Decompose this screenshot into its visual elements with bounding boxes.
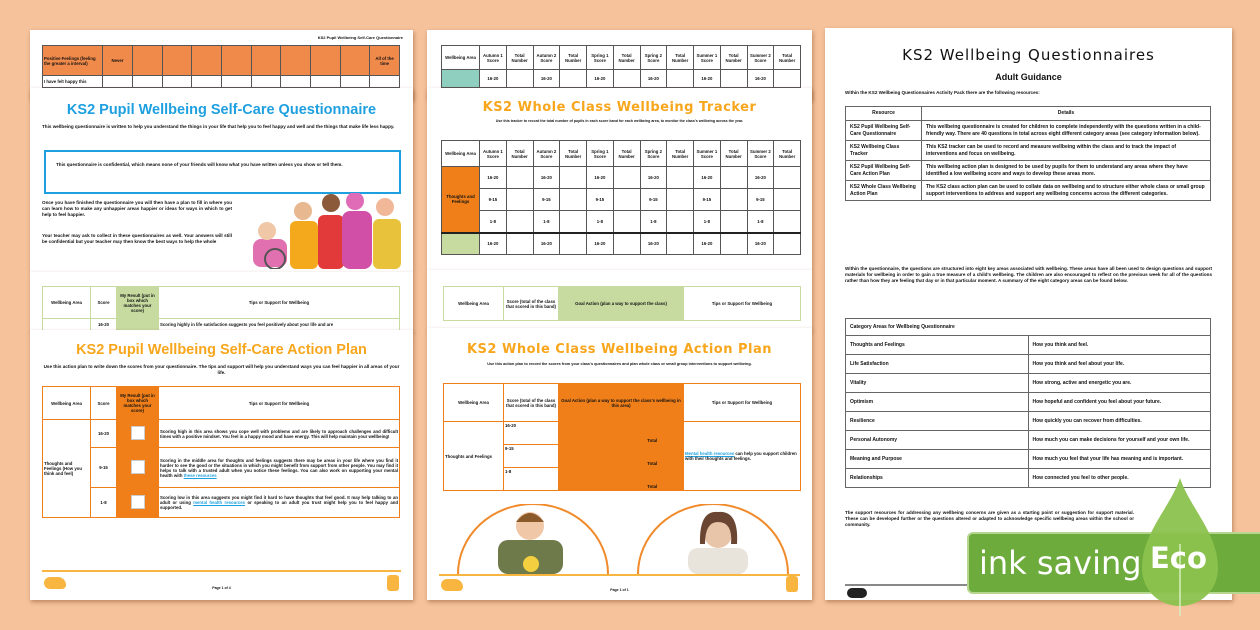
- score-cell: [560, 211, 587, 233]
- rating-header-3: [162, 46, 192, 76]
- total-label: Total: [621, 422, 684, 445]
- resource-details: The KS2 class action plan can be used to collate data on wellbeing and to structure either whole class or small group support interventions to address and support any wellbeing concerns across the different categories.: [922, 181, 1211, 201]
- score-cell: [667, 211, 694, 233]
- score-cell: 16-20: [747, 233, 774, 255]
- header-score: Score (total of the class that scored in this band): [504, 287, 559, 321]
- score-cell: [506, 189, 533, 211]
- area-thoughts-feelings: Thoughts and Feelings: [442, 167, 480, 233]
- result-checkbox[interactable]: [131, 426, 145, 440]
- score-cell: [720, 70, 747, 88]
- tracker-header-12: Total Number: [774, 46, 801, 70]
- tracker-header-0: Wellbeing Area: [442, 46, 480, 70]
- score-cell: 16-20: [640, 70, 667, 88]
- score-cell: [774, 211, 801, 233]
- score-cell: [506, 167, 533, 189]
- resource-row: [846, 161, 1211, 181]
- resource-name: KS2 Pupil Wellbeing Self-Care Action Plan: [846, 161, 922, 181]
- category-table-title: Category Areas for Wellbeing Questionnaire: [846, 319, 1211, 336]
- tracker-header-6: Total Number: [613, 141, 640, 167]
- page-number: Page 1 of 1: [610, 588, 629, 592]
- score-band: 9-15: [91, 448, 117, 488]
- class-action-table-fragment: [427, 270, 812, 330]
- pupil-action-plan-intro: Use this action plan to write down the scores from your questionnaire. The tips and support will help you understand ways you can feel happier in all areas of your life.: [43, 364, 400, 376]
- rating-header-5: [221, 46, 251, 76]
- tips-cell: [159, 448, 400, 488]
- category-name: Life Satisfaction: [846, 355, 1029, 374]
- class-tracker-title: KS2 Whole Class Wellbeing Tracker: [482, 100, 757, 115]
- ink-saving-label: ink saving: [979, 544, 1142, 582]
- score-band: 9-15: [504, 445, 559, 468]
- resource-details: This KS2 tracker can be used to record and measure wellbeing within the class and to track the impact of interventions and focus on wellbeing.: [922, 141, 1211, 161]
- questionnaire-para-1: Once you have finished the questionnaire you will then have a plan to fill in where you can learn how to make any unhappier areas happier or ideas for ways in which to get help to feel happier.: [42, 200, 232, 218]
- score-cell: [506, 211, 533, 233]
- header-score: Score: [91, 387, 117, 420]
- children-illustration: [443, 504, 798, 574]
- header-tips: Tips or Support for Wellbeing: [159, 387, 400, 420]
- guidance-subtitle: Adult Guidance: [995, 72, 1062, 82]
- children-illustration: [235, 193, 405, 269]
- tips-text: or speaking to an adult you trust might help you to feel happy and supported.: [160, 500, 398, 510]
- guidance-title: KS2 Wellbeing Questionnaires: [902, 46, 1155, 64]
- score-cell: 9-15: [480, 189, 507, 211]
- score-cell: [774, 70, 801, 88]
- area-thoughts-feelings: Thoughts and Feelings (How you think and feel): [43, 420, 91, 518]
- resource-details: This wellbeing action plan is designed to be used by pupils for them to understand any areas where they have identified a low wellbeing score and ways to develop these areas more.: [922, 161, 1211, 181]
- rating-table: [42, 45, 400, 88]
- score-cell: 1-8: [587, 211, 614, 233]
- tracker-header-1: Autumn 1 Score: [480, 46, 507, 70]
- resource-row: [846, 181, 1211, 201]
- score-cell: 16-20: [480, 167, 507, 189]
- tips-text: can help you support children with their thoughts and feelings.: [685, 451, 797, 461]
- score-cell: 9-15: [747, 189, 774, 211]
- score-cell: [560, 189, 587, 211]
- category-description: How you think and feel.: [1028, 336, 1211, 355]
- score-cell: [667, 70, 694, 88]
- score-cell: 1-8: [480, 211, 507, 233]
- tracker-header-2: Total Number: [506, 141, 533, 167]
- score-cell: 16-20: [533, 70, 560, 88]
- category-name: Optimism: [846, 393, 1029, 412]
- area-thoughts-feelings: Thoughts and Feelings: [444, 422, 504, 491]
- self-care-table-fragment: [30, 272, 413, 332]
- score-cell: 16-20: [640, 233, 667, 255]
- twinkl-logo: [847, 588, 867, 598]
- tracker-header-9: Summer 1 Score: [694, 141, 721, 167]
- score-cell: [720, 167, 747, 189]
- rating-header-2: [133, 46, 163, 76]
- score-band: 1-8: [91, 488, 117, 518]
- header-wellbeing-area: Wellbeing Area: [43, 287, 91, 319]
- category-name: Meaning and Purpose: [846, 450, 1029, 469]
- confidential-notice-box: [44, 150, 401, 194]
- score-cell: 9-15: [533, 189, 560, 211]
- page-number: Page 1 of 4: [212, 586, 231, 590]
- category-description: How quickly you can recover from difficulties.: [1028, 412, 1211, 431]
- category-description: How much you feel that your life has meaning and is important.: [1028, 450, 1211, 469]
- questionnaire-para-2: Your teacher may ask to collect in these questionnaires as well. Your answers will still be confidential but your teacher may then know the best ways to help the whole: [42, 233, 232, 245]
- score-cell: 16-20: [587, 233, 614, 255]
- category-description: How connected you feel to other people.: [1028, 469, 1211, 488]
- pupil-action-plan-title: KS2 Pupil Wellbeing Self-Care Action Plan: [76, 342, 367, 358]
- header-my-result: My Result (put in box which matches your score): [117, 387, 159, 420]
- score-cell: [720, 233, 747, 255]
- score-cell: 16-20: [480, 233, 507, 255]
- result-checkbox[interactable]: [131, 460, 145, 474]
- score-cell: 16-20: [533, 233, 560, 255]
- pupil-action-plan-table: [42, 386, 400, 518]
- rating-header-9: [340, 46, 370, 76]
- rating-header-10: All of the time: [370, 46, 400, 76]
- score-cell: 16-20: [694, 70, 721, 88]
- resource-link[interactable]: these resources: [183, 472, 217, 478]
- questionnaire-page: [30, 88, 413, 272]
- class-action-plan-table: [443, 383, 801, 491]
- header-wellbeing-area: Wellbeing Area: [444, 287, 504, 321]
- tips-text: Scoring high in this area shows you cope well with problems and are likely to approach challenges and difficult times with a positive mindset. You feel in a happy mood and have energy. This will help maintain your wellbeing!: [159, 420, 400, 448]
- score-cell: 16-20: [747, 167, 774, 189]
- score-cell: 1-8: [747, 211, 774, 233]
- area-cell: [442, 70, 480, 88]
- total-label: Total: [621, 445, 684, 468]
- questionnaire-intro: This wellbeing questionnaire is written to help you understand the things in your life that help you to feel happy and well and the things that make life less happy.: [42, 124, 395, 129]
- tracker-header-7: Spring 2 Score: [640, 141, 667, 167]
- confidential-notice: This questionnaire is confidential, which means none of your friends will know what you have written unless you show or tell them.: [56, 162, 343, 167]
- resource-name: KS2 Wellbeing Class Tracker: [846, 141, 922, 161]
- score-cell: 16-20: [587, 167, 614, 189]
- score-cell: 16-20: [480, 70, 507, 88]
- score-cell: [613, 167, 640, 189]
- score-cell: [560, 70, 587, 88]
- header-wellbeing-area: Wellbeing Area: [43, 387, 91, 420]
- score-cell: 1-8: [694, 211, 721, 233]
- eco-label: Eco: [1150, 541, 1207, 575]
- tips-cell: [684, 422, 801, 491]
- score-cell: 9-15: [640, 189, 667, 211]
- class-tracker-table: [441, 140, 801, 255]
- score-band: 16-20: [504, 422, 559, 445]
- score-cell: [774, 189, 801, 211]
- score-cell: 16-20: [533, 167, 560, 189]
- goal-input[interactable]: [559, 445, 622, 468]
- score-cell: [667, 233, 694, 255]
- category-description: How hopeful and confident you feel about your future.: [1028, 393, 1211, 412]
- result-checkbox[interactable]: [131, 495, 145, 509]
- score-band: 1-8: [504, 468, 559, 491]
- brand-logo-right: [786, 576, 798, 592]
- score-cell: [560, 167, 587, 189]
- class-tracker-page: [427, 88, 812, 270]
- header-details: Details: [922, 107, 1211, 121]
- category-row: [846, 336, 1211, 355]
- score-cell: [613, 189, 640, 211]
- tracker-header-8: Total Number: [667, 46, 694, 70]
- score-cell: [720, 189, 747, 211]
- rating-header-8: [310, 46, 340, 76]
- score-cell: 1-8: [640, 211, 667, 233]
- resources-table: [845, 106, 1211, 201]
- category-table: [845, 318, 1211, 488]
- tracker-header-0: Wellbeing Area: [442, 141, 480, 167]
- score-cell: 9-15: [694, 189, 721, 211]
- goal-input[interactable]: [559, 468, 622, 491]
- resource-link[interactable]: mental health resources: [193, 500, 246, 505]
- tracker-header-11: Summer 2 Score: [747, 141, 774, 167]
- rating-header-7: [281, 46, 311, 76]
- score-cell: [613, 211, 640, 233]
- footer-line: [42, 570, 401, 572]
- resource-name: KS2 Pupil Wellbeing Self-Care Questionnaire: [846, 121, 922, 141]
- score-cell: 16-20: [587, 70, 614, 88]
- tracker-header-11: Summer 2 Score: [747, 46, 774, 70]
- tracker-header-10: Total Number: [720, 141, 747, 167]
- class-action-plan-title: KS2 Whole Class Wellbeing Action Plan: [466, 342, 773, 357]
- category-row: [846, 412, 1211, 431]
- header-tips: Tips or Support for Wellbeing: [684, 384, 801, 422]
- category-description: How strong, active and energetic you are.: [1028, 374, 1211, 393]
- score-cell: [667, 189, 694, 211]
- self-care-fragment-table: [42, 286, 400, 331]
- guidance-intro: Within the KS2 Wellbeing Questionnaires Activity Pack there are the following resources:: [845, 90, 1040, 95]
- header-score: Score (total of the class that scored in this band): [504, 384, 559, 422]
- tracker-header-3: Autumn 2 Score: [533, 46, 560, 70]
- resource-row: [846, 141, 1211, 161]
- header-goal-action: Goal Action (plan a way to support the class): [559, 287, 684, 321]
- tips-text: Scoring in the middle area for thoughts and feelings suggests there may be areas in your life where you find it harder to see the good or the situations in which you might benefit from support from other people. You may find it helps to talk with a trusted adult when you notice these feelings. You can also work on supporting your mental health with: [160, 457, 398, 478]
- resource-name: KS2 Whole Class Wellbeing Action Plan: [846, 181, 922, 201]
- rating-row-label: I have felt happy this: [43, 76, 103, 88]
- score-cell: 16-20: [694, 233, 721, 255]
- score-cell: [560, 233, 587, 255]
- tracker-header-2: Total Number: [506, 46, 533, 70]
- rating-header-0: Positive Feelings (feeling the greater a interval): [43, 46, 103, 76]
- category-row: [846, 374, 1211, 393]
- tips-text: Scoring low in this area suggests you might find it hard to have thoughts that feel good. It may help talking to an adult or using: [160, 495, 398, 505]
- class-tracker-intro: Use this tracker to record the total number of pupils in each score band for each wellbeing area, to monitor the class's wellbeing across the year.: [495, 119, 744, 123]
- header-tips: Tips or Support for Wellbeing: [684, 287, 801, 321]
- class-action-fragment-table: [443, 286, 801, 321]
- score-band: 16-20: [91, 420, 117, 448]
- score-cell: [506, 70, 533, 88]
- pupil-action-plan-page: [30, 330, 413, 600]
- resource-row: [846, 121, 1211, 141]
- tracker-header-10: Total Number: [720, 46, 747, 70]
- category-name: Vitality: [846, 374, 1029, 393]
- tracker-header-1: Autumn 1 Score: [480, 141, 507, 167]
- tracker-header-9: Summer 1 Score: [694, 46, 721, 70]
- brand-logo-right: [387, 575, 399, 591]
- guidance-paragraph: Within the questionnaire, the questions are structured into eight key areas associated with wellbeing. These areas have all been used to design questions and support materials for wellbeing in order to gain a true measure of a child's wellbeing. The children are also encouraged to reflect on the previous week for all of the questions rather than how they are feeling that day or in that particular moment. A summary of the eight category areas can be found below.: [845, 266, 1212, 284]
- category-name: Resilience: [846, 412, 1029, 431]
- score-cell: [774, 167, 801, 189]
- rating-header-4: [192, 46, 222, 76]
- tracker-header-6: Total Number: [613, 46, 640, 70]
- resource-details: This wellbeing questionnaire is created for children to complete independently with the questions written in a child-friendly way. There are 40 questions in total across eight different category areas (see category information below).: [922, 121, 1211, 141]
- tracker-header-8: Total Number: [667, 141, 694, 167]
- score-cell: [720, 211, 747, 233]
- class-action-plan-intro: Use this action plan to record the scores from your class's questionnaires and plan whole class or small group interventions to support wellbeing.: [487, 362, 752, 366]
- score-cell: [667, 167, 694, 189]
- category-row: [846, 355, 1211, 374]
- header-resource: Resource: [846, 107, 922, 121]
- category-description: How much you can make decisions for yourself and your own life.: [1028, 431, 1211, 450]
- score-cell: [613, 233, 640, 255]
- questionnaire-title: KS2 Pupil Wellbeing Self-Care Questionnaire: [66, 102, 377, 118]
- header-wellbeing-area: Wellbeing Area: [444, 384, 504, 422]
- tracker-fragment-table: [441, 45, 801, 88]
- category-row: [846, 450, 1211, 469]
- tracker-header-5: Spring 1 Score: [587, 46, 614, 70]
- tips-cell: [159, 488, 400, 518]
- category-name: Thoughts and Feelings: [846, 336, 1029, 355]
- score-cell: 16-20: [694, 167, 721, 189]
- score-cell: [774, 233, 801, 255]
- closing-paragraph: The support resources for addressing any wellbeing concerns are given as a starting point or suggestion for support material. These can be developed further or the questions altered or adapted to acknowledge specific wellbeing areas within the school or community.: [845, 510, 1134, 528]
- header-score: Score: [91, 287, 117, 319]
- header-my-result: My Result (put in box which matches your score): [117, 287, 159, 319]
- page-header: KS2 Pupil Wellbeing Self-Care Questionnaire: [317, 35, 403, 40]
- resource-link[interactable]: Mental health resources: [685, 451, 735, 456]
- score-cell: 9-15: [587, 189, 614, 211]
- score-cell: [506, 233, 533, 255]
- tracker-header-7: Spring 2 Score: [640, 46, 667, 70]
- score-cell: 16-20: [747, 70, 774, 88]
- tracker-header-3: Autumn 2 Score: [533, 141, 560, 167]
- category-name: Personal Autonomy: [846, 431, 1029, 450]
- tracker-header-4: Total Number: [560, 141, 587, 167]
- score-cell: 1-8: [533, 211, 560, 233]
- score-cell: 16-20: [640, 167, 667, 189]
- footer-line: [439, 574, 800, 576]
- row-tips: Scoring highly in life satisfaction suggests you feel positively about your life and are: [159, 319, 400, 331]
- rating-header-6: [251, 46, 281, 76]
- total-label: Total: [621, 468, 684, 491]
- tracker-header-12: Total Number: [774, 141, 801, 167]
- category-name: Relationships: [846, 469, 1029, 488]
- tracker-header-5: Spring 1 Score: [587, 141, 614, 167]
- rating-header-1: Never: [103, 46, 133, 76]
- category-description: How you think and feel about your life.: [1028, 355, 1211, 374]
- class-action-plan-page: [427, 328, 812, 600]
- category-row: [846, 393, 1211, 412]
- category-row: [846, 431, 1211, 450]
- tracker-header-4: Total Number: [560, 46, 587, 70]
- header-tips: Tips or Support for Wellbeing: [159, 287, 400, 319]
- score-cell: [613, 70, 640, 88]
- goal-input[interactable]: [559, 422, 622, 445]
- header-goal-action: Goal Action (plan a way to support the class's wellbeing in this area): [559, 384, 684, 422]
- row-score: 16-20: [91, 319, 117, 331]
